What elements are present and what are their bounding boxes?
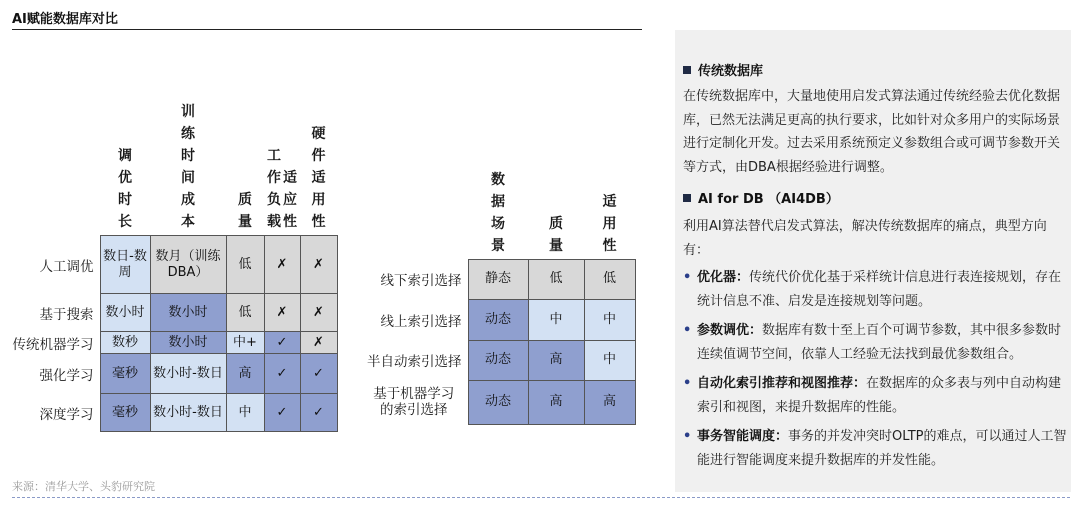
row-label-text: 基于机器学习的索引选择	[373, 386, 455, 418]
table-cell: ✗	[300, 236, 337, 294]
row-label: 线上索引选择	[380, 313, 462, 330]
table-cell: ✗	[264, 236, 300, 294]
bullet-item	[683, 266, 1071, 313]
table-row	[365, 299, 635, 340]
page-title: AI赋能数据库对比	[12, 12, 118, 27]
bullet-text: 数据库有数十至上百个可调节参数，其中很多参数时连续值调节空间，依靠人工经验无法找到最优参数组合。	[697, 323, 1062, 362]
table-cell: 低	[226, 236, 264, 294]
table-cell: 中	[584, 299, 635, 340]
table-cell: 数小时-数日	[150, 354, 226, 394]
header-applicability: 适用性	[602, 193, 617, 254]
header-training-cost: 训练时间成本	[181, 104, 195, 230]
table-cell: 低	[584, 259, 635, 299]
bullet-text: 在数据库的众多表与列中自动构建索引和视图，来提升数据库的性能。	[697, 376, 1062, 415]
table-cell: 动态	[468, 380, 528, 424]
info-panel	[675, 30, 1071, 492]
bullet-bold: 自动化索引推荐和视图推荐：	[697, 376, 867, 391]
square-bullet-icon	[683, 194, 691, 202]
header-workload-adaptability	[265, 145, 299, 233]
table-cell: 低	[226, 294, 264, 332]
bullet-bold: 优化器：	[697, 270, 750, 285]
table-row	[6, 236, 337, 294]
table-cell: 高	[584, 380, 635, 424]
corner-cell	[365, 167, 468, 259]
table-cell: 低	[528, 259, 584, 299]
header-tuning-time: 调优时长	[118, 148, 132, 230]
table-cell: 数秒	[100, 332, 150, 354]
table-cell: ✓	[300, 394, 337, 432]
table-cell: 数小时	[150, 332, 226, 354]
paragraph-traditional: 在传统数据库中，大量地使用启发式算法通过传统经验去优化数据库，已然无法满足更高的执行要求，比如针对众多用户的实际场景进行定制化开发。过去采用系统预定义参数组合或可调节参数开关等方式，由DBA根据经验进行调整。	[683, 89, 1061, 175]
heading-text: 传统数据库	[698, 64, 764, 79]
comparison-table-1	[6, 100, 338, 432]
table-row	[365, 259, 635, 299]
table-row	[6, 332, 337, 354]
bullet-dot-icon: •	[683, 270, 692, 285]
header-adaptability: 适应性	[283, 170, 297, 230]
row-label: 传统机器学习	[12, 336, 94, 353]
row-label: 深度学习	[39, 406, 94, 423]
table-cell: 数日-数周	[100, 236, 150, 294]
table-cell: 静态	[468, 259, 528, 299]
source-note: 来源：清华大学、头豹研究院	[12, 480, 155, 493]
table-cell: ✗	[300, 332, 337, 354]
header-quality: 质量	[238, 192, 252, 230]
table-row	[6, 354, 337, 394]
table-cell: ✗	[300, 294, 337, 332]
table-cell: 毫秒	[100, 394, 150, 432]
table-cell: 数小时	[100, 294, 150, 332]
table-cell: 毫秒	[100, 354, 150, 394]
table-cell: 数小时	[150, 294, 226, 332]
header-quality: 质量	[549, 215, 563, 254]
footer-divider	[12, 497, 1070, 498]
paragraph-ai4db: 利用AI算法替代启发式算法，解决传统数据库的痛点，典型方向有：	[683, 219, 1047, 258]
row-label: 线下索引选择	[380, 273, 462, 289]
table-cell: 动态	[468, 299, 528, 340]
bullet-item	[683, 319, 1071, 366]
table-cell: 数月（训练DBA）	[150, 236, 226, 294]
table-row	[6, 294, 337, 332]
header-data-scenario: 数据场景	[491, 171, 505, 254]
heading-text: AI for DB （AI4DB）	[698, 192, 839, 207]
table-cell: ✓	[264, 332, 300, 354]
section-heading-traditional	[683, 60, 763, 79]
table-cell: ✓	[264, 394, 300, 432]
header-workload: 工作负载	[267, 148, 281, 230]
bullet-item	[683, 372, 1071, 419]
table-cell: 动态	[468, 340, 528, 380]
square-bullet-icon	[683, 66, 691, 74]
bullet-text: 传统代价优化基于采样统计信息进行表连接规划，存在统计信息不准、启发是连接规划等问题。	[697, 270, 1062, 309]
table-cell: 中+	[226, 332, 264, 354]
row-label	[365, 380, 468, 424]
table-cell: ✓	[264, 354, 300, 394]
table-cell: 高	[226, 354, 264, 394]
bullet-dot-icon: •	[683, 323, 692, 338]
table-cell: 中	[584, 340, 635, 380]
row-label: 人工调优	[39, 258, 94, 275]
table-cell: 数小时-数日	[150, 394, 226, 432]
bullet-bold: 参数调优：	[697, 323, 763, 338]
bullet-bold: 事务智能调度：	[697, 429, 789, 444]
comparison-table-2	[365, 167, 636, 425]
table-row	[365, 380, 635, 424]
row-label: 半自动索引选择	[367, 354, 462, 370]
row-label: 强化学习	[39, 367, 94, 384]
table-cell: 中	[226, 394, 264, 432]
table-row	[6, 394, 337, 432]
table-row	[365, 340, 635, 380]
corner-cell	[6, 100, 100, 236]
section-heading-ai4db	[683, 188, 839, 207]
header-hardware: 硬件适用性	[311, 126, 326, 230]
table-cell: 高	[528, 340, 584, 380]
bullet-dot-icon: •	[683, 376, 692, 391]
table-cell: 中	[528, 299, 584, 340]
row-label: 基于搜索	[39, 306, 94, 323]
title-divider	[12, 29, 642, 30]
table-cell: ✗	[264, 294, 300, 332]
bullet-text: 事务的并发冲突时OLTP的难点，可以通过人工智能进行智能调度来提升数据库的并发性能。	[697, 429, 1067, 468]
bullet-dot-icon: •	[683, 429, 692, 444]
table-cell: 高	[528, 380, 584, 424]
bullet-item	[683, 425, 1071, 472]
table-cell: ✓	[300, 354, 337, 394]
